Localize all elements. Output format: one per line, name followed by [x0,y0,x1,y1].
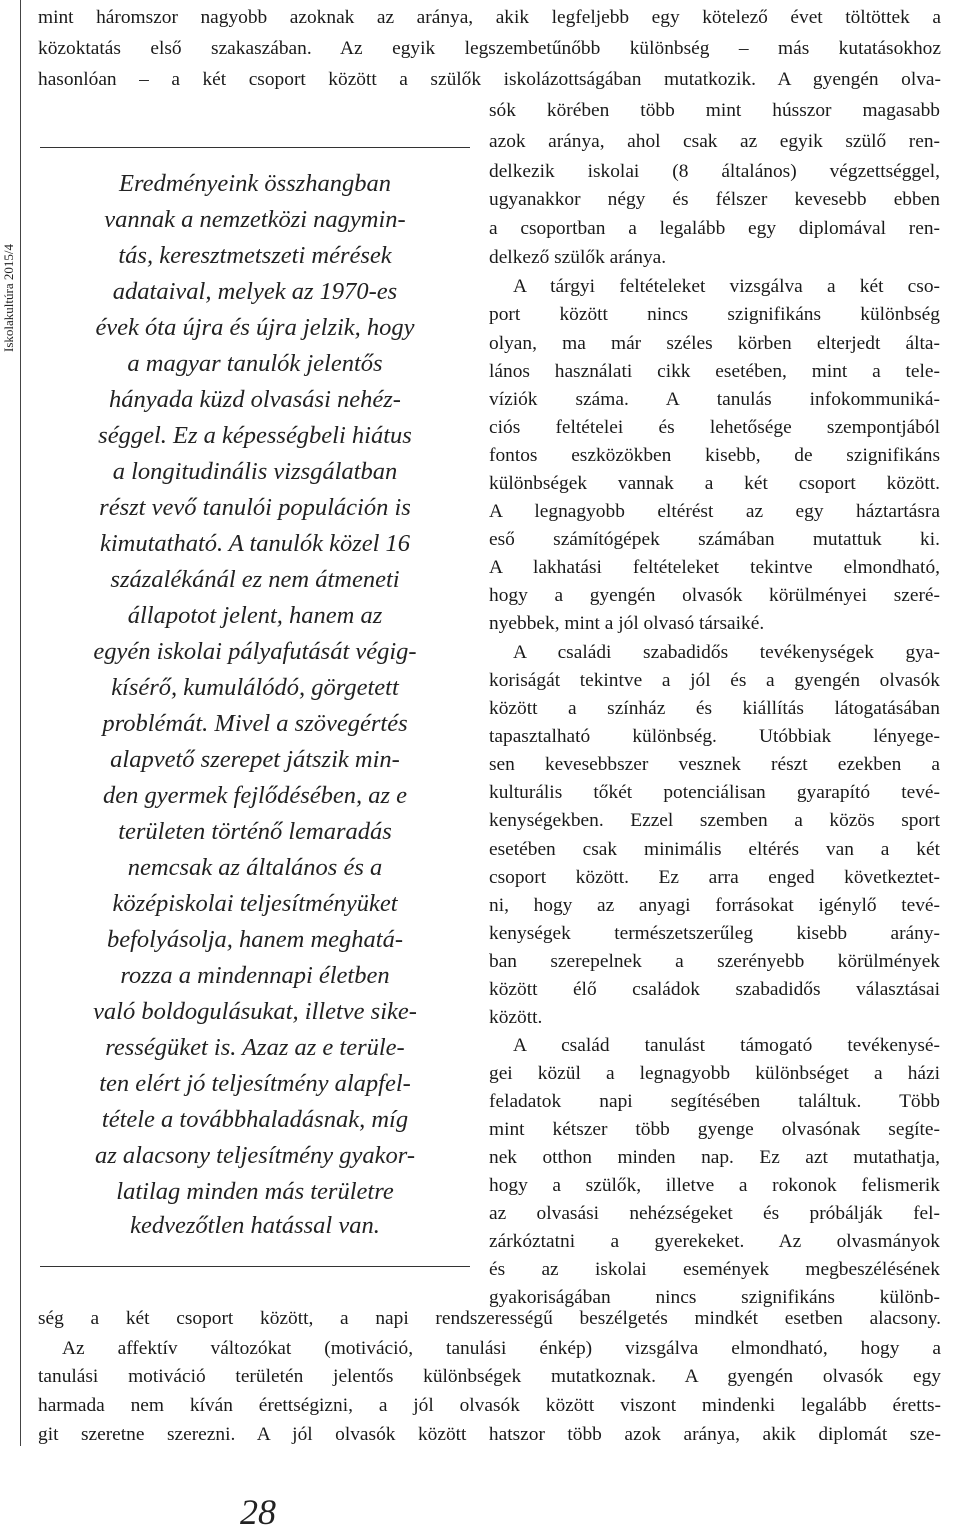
column-line: lános használati cikk esetében, mint a tele- [489,361,940,382]
pull-quote-line: vannak a nemzetközi nagymin- [104,206,406,233]
column-line: kenységek természetszerűleg kisebb arány- [489,923,940,944]
pull-quote-bottom-rule [40,1266,470,1267]
column-line: ni, hogy az anyagi forrásokat igénylő tevé- [489,895,940,916]
column-line: zárkóztatni a gyerekeket. Az olvasmányok [489,1231,940,1252]
column-line: A tárgyi feltételeket vizsgálva a két cso- [513,276,940,297]
column-line: hogy a gyengén olvasók körülményei szeré- [489,585,940,606]
column-line: ciós feltételei és lehetősége szempontjából [489,417,940,438]
column-line: A család tanulást támogató tevékenysé- [513,1035,940,1056]
column-line: koriságát tekintve a jól és a gyengén olvasók [489,670,940,691]
body-line: közoktatás első szakaszában. Az egyik legszembetűnőbb különbség – más kutatásokhoz [38,38,941,59]
pull-quote-line: évek óta újra és újra jelzik, hogy [95,314,415,341]
column-line: A lakhatási feltételeket tekintve elmondható, [489,557,940,578]
pull-quote-line: egyén iskolai pályafutását végig- [93,638,417,665]
pull-quote-line: den gyermek fejlődésében, az e [102,782,408,809]
column-line: A legnagyobb eltérést az egy háztartásra [489,501,940,522]
column-line: gei közül a legnagyobb különbséget a házi [489,1063,940,1084]
pull-quote-line: területen történő lemaradás [118,818,392,845]
margin-rule [20,0,21,1446]
column-line: olyan, ma már széles körben elterjedt álta- [489,333,940,354]
column-line: kenységekben. Ezzel szemben a közös sport [489,810,940,831]
column-line: ugyanakkor négy és félszer kevesebb ebben [489,189,940,210]
column-line: esetében csak minimális eltérés van a két [489,839,940,860]
pull-quote-line: állapotot jelent, hanem az [127,602,383,629]
pull-quote-line: latilag minden más területre [116,1178,394,1205]
column-line: hogy a szülők, illetve a rokonok felismerik [489,1175,940,1196]
column-line: fontos eszközökben kisebb, de szignifikáns [489,445,940,466]
column-line: gyakoriságában nincs szignifikáns különb- [489,1287,940,1308]
column-line: és az iskolai események megbeszélésének [489,1259,940,1280]
column-line: a csoportban a legalább egy diplomával ren- [489,218,940,239]
column-line: kulturális tőkét potenciálisan gyarapító tevé- [489,782,940,803]
column-line: tapasztalható különbség. Utóbbiak lényege- [489,726,940,747]
pull-quote-top-rule [40,147,470,148]
column-line: között élő családok szabadidős választásai [489,979,940,1000]
column-line: víziók száma. A tanulás infokommuniká- [489,389,940,410]
column-line: nyebbek, mint a jól olvasó társaiké. [489,613,765,634]
pull-quote-line: problémát. Mivel a szövegértés [102,710,408,737]
pull-quote-line: részt vevő tanulói populáción is [99,494,411,521]
body-line: Az affektív változókat (motiváció, tanulási énkép) vizsgálva elmondható, hogy a [62,1338,941,1359]
pull-quote-line: Eredményeink összhangban [119,170,391,197]
column-line: delkező szülők aránya. [489,247,667,268]
body-line: harmada nem kíván érettségizni, a jól olvasók között viszont mindenki legalább éretts- [38,1395,941,1416]
pull-quote-line: tás, keresztmetszeti mérések [118,242,392,269]
column-line: eső számítógépek számában mutattuk ki. [489,529,940,550]
pull-quote-line: a magyar tanulók jelentős [127,350,383,377]
pull-quote-line: rozza a mindennapi életben [120,962,390,989]
body-line: mint háromszor nagyobb azoknak az aránya, akik legfeljebb egy kötelező évet töltöttek a [38,7,941,28]
pull-quote-line: a longitudinális vizsgálatban [112,458,398,485]
pull-quote-line: kedvezőtlen hatással van. [130,1212,380,1239]
pull-quote-line: százalékánál ez nem átmeneti [110,566,400,593]
column-line: feladatok napi segítésében találtuk. Több [489,1091,940,1112]
pull-quote-line: kísérő, kumulálódó, görgetett [111,674,399,701]
body-line: git szeretne szerezni. A jól olvasók között hatszor több azok aránya, akik diplomát sze- [38,1424,941,1445]
column-line: csoport között. Ez arra enged következtet- [489,867,940,888]
pull-quote-line: alapvető szerepet játszik min- [110,746,400,773]
column-line: különbségek vannak a két csoport között. [489,473,940,494]
pull-quote-line: középiskolai teljesítményüket [112,890,398,917]
pull-quote-line: tétele a továbbhaladásnak, míg [101,1106,409,1133]
column-line: port között nincs szignifikáns különbség [489,304,940,325]
pull-quote-line: kimutatható. A tanulók közel 16 [99,530,411,557]
column-line: az olvasási nehézségeket és próbálják fel- [489,1203,940,1224]
body-line: ség a két csoport között, a napi rendszerességű beszélgetés mindkét esetben alacsony. [38,1308,941,1329]
body-line: hasonlóan – a két csoport között a szülők iskolázottságában mutatkozik. A gyengén olva- [38,69,941,90]
body-line: tanulási motiváció területén jelentős különbségek mutatkoznak. A gyengén olvasók egy [38,1366,941,1387]
column-line: ban szerepelnek a szerényebb körülmények [489,951,940,972]
column-line: sen kevesebbszer vesznek részt ezekben a [489,754,940,775]
pull-quote-line: nemcsak az általános és a [127,854,383,881]
column-line: azok aránya, ahol csak az egyik szülő ren- [489,131,940,152]
pull-quote-line: az alacsony teljesítmény gyakor- [95,1142,415,1169]
column-line: nek otthon minden nap. Ez azt mutathatja, [489,1147,940,1168]
pull-quote-line: befolyásolja, hanem meghatá- [107,926,403,953]
pull-quote-line: való boldogulásukat, illetve sike- [93,998,417,1025]
pull-quote-line: séggel. Ez a képességbeli hiátus [98,422,412,449]
column-line: A családi szabadidős tevékenységek gya- [513,642,940,663]
pull-quote-line: ten elért jó teljesítmény alapfel- [99,1070,411,1097]
column-line: sók körében több mint hússzor magasabb [489,100,940,121]
pull-quote-line: adataival, melyek az 1970-es [112,278,398,305]
column-line: között. [489,1007,543,1028]
column-line: között a színház és kiállítás látogatásában [489,698,940,719]
journal-running-head: Iskolakultúra 2015/4 [1,244,16,352]
pull-quote-line: rességüket is. Azaz az e terüle- [105,1034,405,1061]
column-line: mint kétszer több gyenge olvasónak segíte- [489,1119,940,1140]
page-number: 28 [240,1492,276,1532]
pull-quote-line: hányada küzd olvasási nehéz- [109,386,401,413]
column-line: delkezik iskolai (8 általános) végzettséggel, [489,161,940,182]
